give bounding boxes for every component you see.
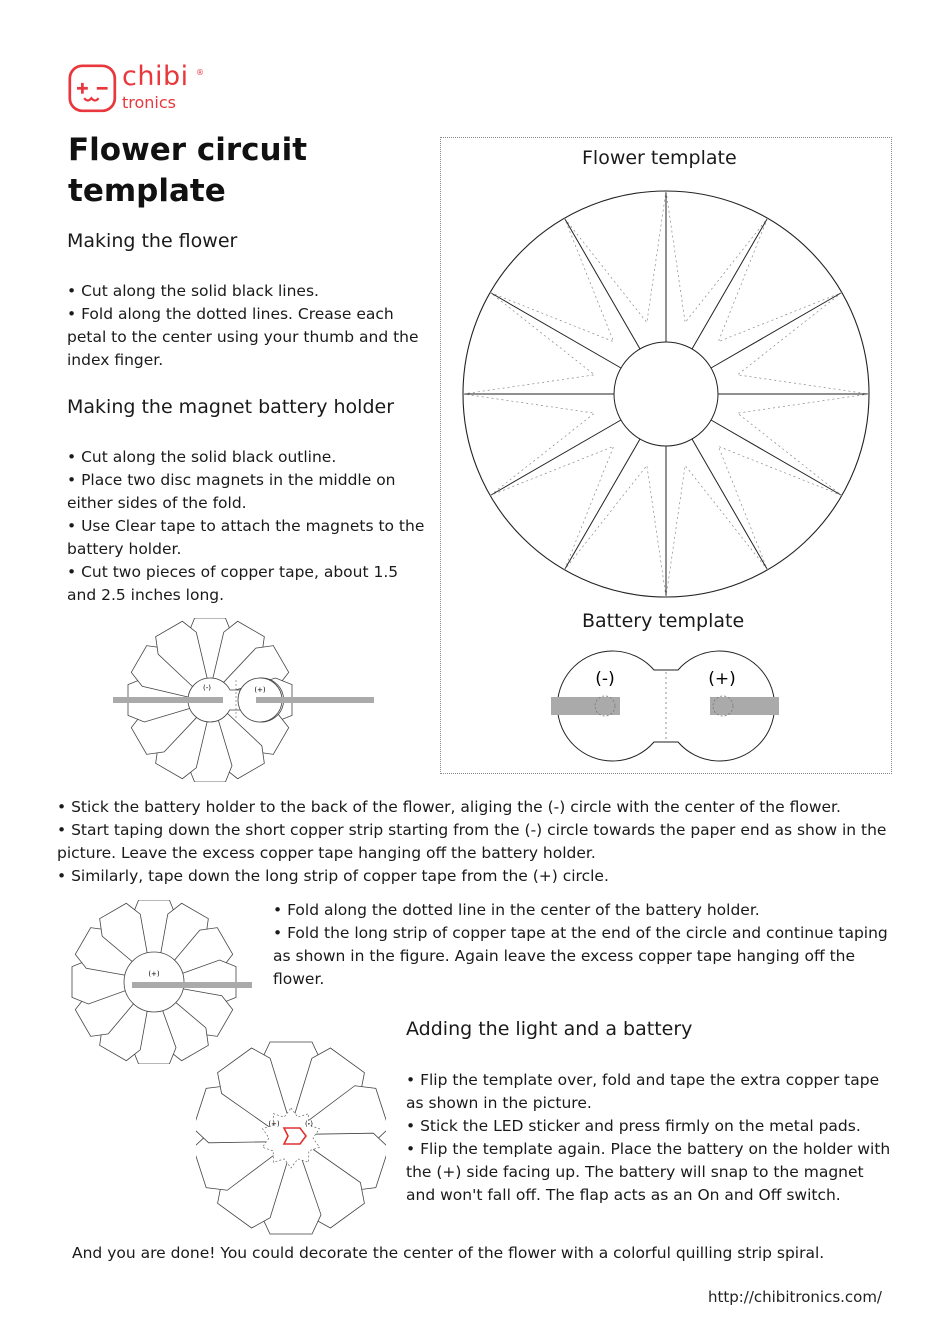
step-line: • Start taping down the short copper strip starting from the (-) circle towards the paper end as show in the picture. Leave the excess copper tape hanging off the battery holder. — [57, 821, 887, 862]
flower-with-led-diagram — [196, 1040, 386, 1236]
closing-note: And you are done! You could decorate the center of the flower with a colorful quilling strip spiral. — [72, 1244, 825, 1262]
heading-making-flower: Making the flower — [67, 230, 238, 252]
page-title: Flower circuit template — [68, 132, 308, 209]
flower-with-tape-diagram — [110, 618, 380, 782]
label-minus: (-) — [305, 1120, 313, 1128]
heading-battery-holder: Making the magnet battery holder — [67, 396, 395, 418]
battery-plus-label: (+) — [708, 669, 736, 689]
plus-tape — [710, 697, 779, 715]
brand-name-sub: tronics — [122, 93, 177, 112]
step-line: • Fold along the dotted line in the center of the battery holder. — [273, 901, 760, 919]
battery-template-title: Battery template — [582, 610, 745, 632]
brand-name: chibi — [122, 61, 189, 92]
registered-mark: ® — [196, 68, 204, 77]
fold-steps — [273, 899, 898, 991]
battery-holder-instructions — [67, 446, 429, 607]
instruction-line: • Flip the template again. Place the battery on the holder with the (+) side facing up. The battery will snap to the magnet and won't fall off. The flap acts as an On and Off switch. — [406, 1140, 891, 1204]
making-flower-instructions — [67, 280, 427, 372]
instruction-line: • Use Clear tape to attach the magnets to the battery holder. — [67, 517, 425, 558]
battery-template — [548, 650, 784, 762]
copper-tape-short — [113, 697, 223, 703]
website-url[interactable]: http://chibitronics.com/ — [707, 1288, 882, 1306]
flower-template-title: Flower template — [582, 147, 737, 169]
step-line: • Fold the long strip of copper tape at the end of the circle and continue taping as shown in the figure. Again leave the excess copper tape hanging off the flower. — [273, 924, 888, 988]
copper-tape-long — [256, 697, 374, 703]
chibitronics-logo — [68, 64, 122, 118]
instruction-line: • Place two disc magnets in the middle on either sides of the fold. — [67, 471, 396, 512]
battery-minus-label: (-) — [595, 669, 615, 689]
heading-adding-light: Adding the light and a battery — [406, 1018, 693, 1040]
instruction-line: • Flip the template over, fold and tape the extra copper tape as shown in the picture. — [406, 1071, 880, 1112]
flower-template-center — [614, 342, 718, 446]
step-line: • Stick the battery holder to the back of the flower, aliging the (-) circle with the center of the flower. — [57, 798, 841, 816]
adding-light-instructions — [406, 1069, 896, 1207]
flower-template — [462, 190, 870, 598]
instruction-line: • Fold along the dotted lines. Crease each petal to the center using your thumb and the index finger. — [67, 305, 419, 369]
assembly-steps — [57, 796, 897, 888]
instruction-line: • Cut along the solid black lines. — [67, 282, 319, 300]
instruction-line: • Cut two pieces of copper tape, about 1.5 and 2.5 inches long. — [67, 563, 399, 604]
step-line: • Similarly, tape down the long strip of copper tape from the (+) circle. — [57, 867, 609, 885]
minus-tape — [551, 697, 620, 715]
label-minus: (-) — [203, 684, 211, 692]
label-plus: (+) — [254, 686, 266, 694]
copper-tape-long — [132, 982, 252, 988]
instruction-line: • Stick the LED sticker and press firmly on the metal pads. — [406, 1117, 861, 1135]
instruction-line: • Cut along the solid black outline. — [67, 448, 337, 466]
label-plus: (+) — [148, 970, 160, 978]
label-plus: (+) — [268, 1120, 280, 1128]
